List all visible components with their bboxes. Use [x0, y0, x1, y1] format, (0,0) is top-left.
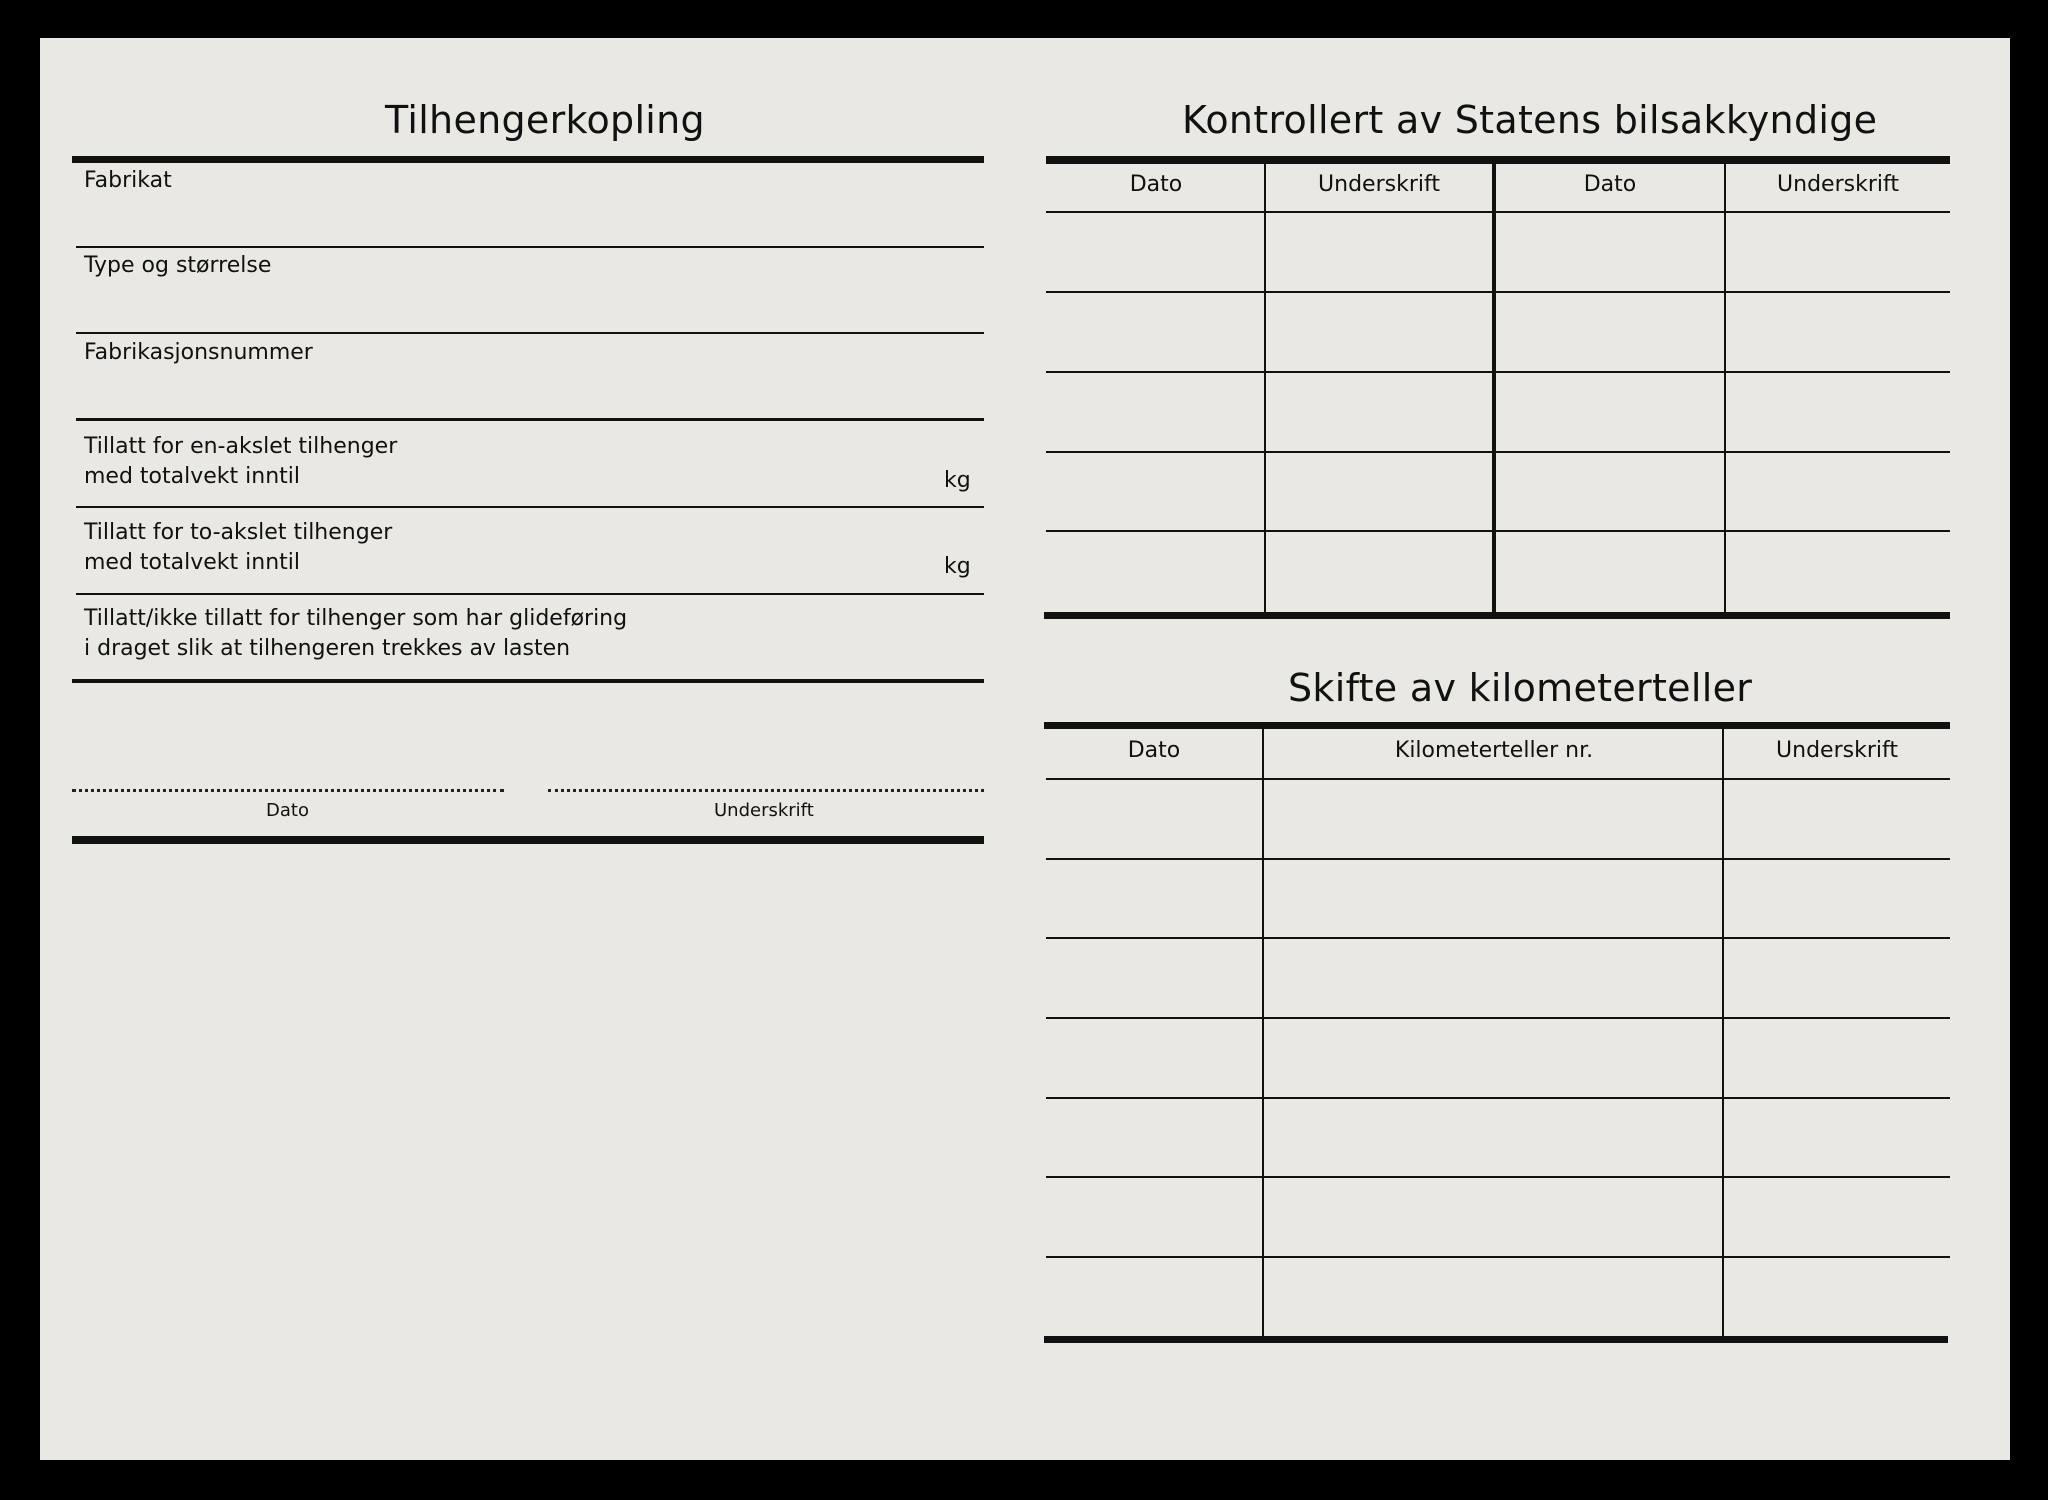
control-header-signature-2: Underskrift: [1777, 172, 1899, 197]
unit-kg: kg: [944, 554, 971, 579]
divider: [72, 156, 984, 163]
table-col-line: [1722, 726, 1724, 1340]
divider: [76, 246, 984, 248]
control-header-date-2: Dato: [1583, 172, 1637, 197]
field-type-label: Type og størrelse: [84, 253, 272, 278]
table-row-line: [1046, 291, 1950, 293]
divider: [72, 679, 984, 683]
unit-kg: kg: [944, 468, 971, 493]
odometer-change-title: Skifte av kilometerteller: [1288, 666, 1753, 710]
divider: [76, 418, 984, 421]
table-col-line: [1262, 726, 1264, 1340]
table-row-line: [1046, 1176, 1950, 1178]
table-col-line: [1264, 160, 1266, 616]
signature-caption: Underskrift: [714, 800, 814, 821]
divider: [1044, 722, 1950, 729]
table-col-line: [1724, 160, 1726, 616]
table-row-line: [1046, 1017, 1950, 1019]
divider: [76, 332, 984, 334]
field-one-axle-line2: med totalvekt inntil: [84, 464, 300, 489]
field-two-axle-line2: med totalvekt inntil: [84, 550, 300, 575]
control-header-date-1: Dato: [1129, 172, 1183, 197]
field-glide-line1: Tillatt/ikke tillatt for tilhenger som har glideføring: [84, 606, 628, 631]
divider: [76, 593, 984, 595]
odometer-header-number: Kilometerteller nr.: [1394, 738, 1594, 763]
table-col-line-bold: [1492, 160, 1496, 616]
odometer-header-date: Dato: [1127, 738, 1181, 763]
table-row-line: [1046, 371, 1950, 373]
divider: [1044, 1336, 1948, 1343]
table-row-line: [1046, 451, 1950, 453]
divider: [76, 506, 984, 508]
signature-dotted-line: [548, 789, 984, 792]
control-header-signature-1: Underskrift: [1318, 172, 1440, 197]
table-row-line: [1046, 937, 1950, 939]
date-dotted-line: [72, 789, 504, 792]
table-row-line: [1046, 530, 1950, 532]
table-row-line: [1046, 778, 1950, 780]
divider: [1046, 156, 1950, 164]
odometer-header-signature: Underskrift: [1776, 738, 1898, 763]
table-row-line: [1046, 1256, 1950, 1258]
field-two-axle-line1: Tillatt for to-akslet tilhenger: [84, 520, 393, 545]
field-serial-label: Fabrikasjonsnummer: [84, 340, 313, 365]
divider: [72, 836, 984, 844]
trailer-coupling-title: Tilhengerkopling: [385, 98, 705, 142]
field-one-axle-line1: Tillatt for en-akslet tilhenger: [84, 434, 398, 459]
date-caption: Dato: [266, 800, 309, 821]
table-row-line: [1046, 858, 1950, 860]
table-row-line: [1046, 1097, 1950, 1099]
form-card: [40, 38, 2010, 1460]
divider: [1044, 612, 1950, 619]
field-glide-line2: i draget slik at tilhengeren trekkes av lasten: [84, 636, 571, 661]
inspection-title: Kontrollert av Statens bilsakkyndige: [1182, 98, 1878, 142]
field-fabrikat-label: Fabrikat: [84, 168, 172, 193]
table-row-line: [1046, 211, 1950, 213]
